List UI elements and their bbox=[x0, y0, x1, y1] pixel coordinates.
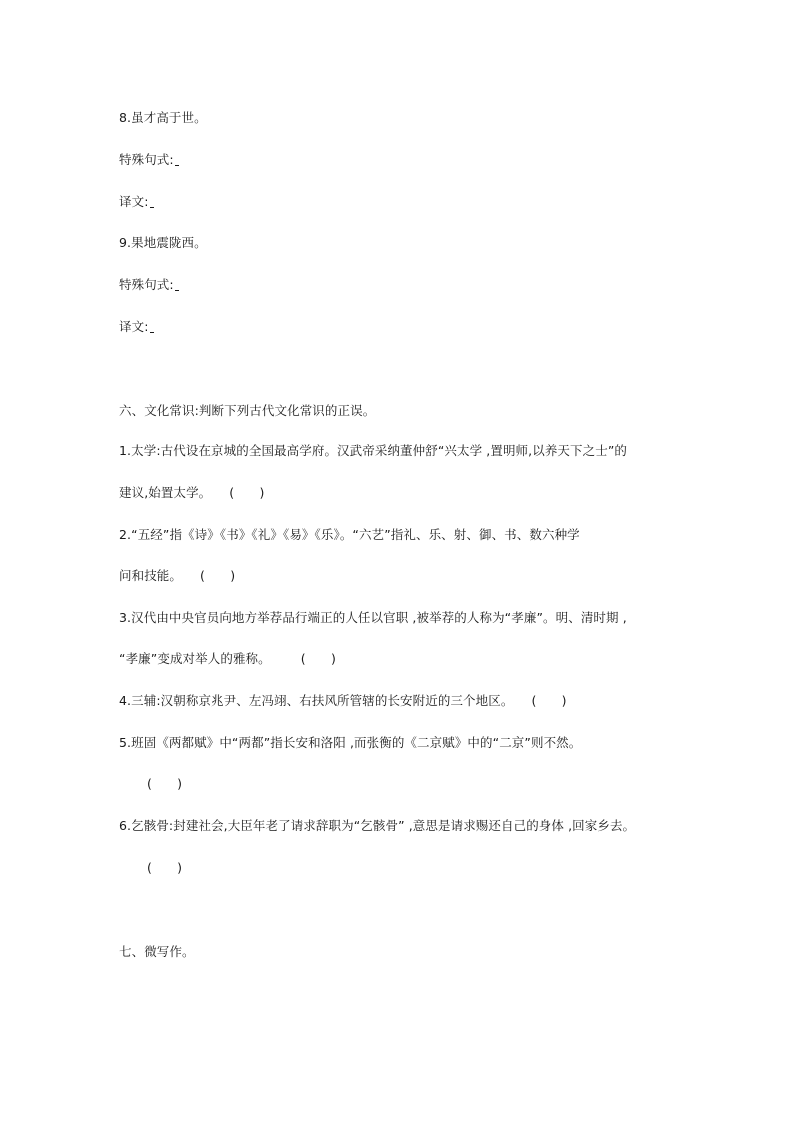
item5-line1: 5.班固《两都赋》中“两都”指长安和洛阳 ,而张衡的《二京赋》中的“二京”则不然。 bbox=[119, 735, 582, 750]
item4-row bbox=[119, 693, 567, 709]
item1-line1: 1.太学:古代设在京城的全国最高学府。汉武帝采纳董仲舒“兴太学 ,置明师,以养天下之士”的 bbox=[119, 443, 628, 458]
q9-sentence: 9.果地震陇西。 bbox=[119, 235, 207, 250]
item3-line2: “孝廉”变成对举人的雅称。 bbox=[119, 651, 271, 666]
q9-pattern-label: 特殊句式: bbox=[119, 277, 174, 292]
item6-answer-parens[interactable]: ( ) bbox=[147, 860, 183, 875]
q8-pattern-row bbox=[119, 152, 179, 168]
item3-line1: 3.汉代由中央官员向地方举荐品行端正的人任以官职 ,被举荐的人称为“孝廉”。明、清时期 , bbox=[119, 610, 627, 625]
item4-answer-parens[interactable]: ( ) bbox=[531, 693, 567, 708]
q9-pattern-row bbox=[119, 277, 179, 293]
item5-answer-parens[interactable]: ( ) bbox=[147, 776, 183, 791]
item2-line2-row bbox=[119, 568, 235, 584]
item3-answer-parens[interactable]: ( ) bbox=[300, 651, 336, 666]
item3-line2-row bbox=[119, 651, 336, 667]
q8-sentence: 8.虽才高于世。 bbox=[119, 110, 207, 125]
item2-line1: 2.“五经”指《诗》《书》《礼》《易》《乐》。“六艺”指礼、乐、射、御、书、数六种学 bbox=[119, 527, 580, 542]
q8-pattern-label: 特殊句式: bbox=[119, 152, 174, 167]
section7-heading: 七、微写作。 bbox=[119, 944, 195, 959]
q8-pattern-blank[interactable] bbox=[175, 153, 179, 166]
q9-translation-label: 译文: bbox=[119, 319, 149, 334]
q8-translation-row bbox=[119, 194, 154, 210]
q9-translation-row bbox=[119, 319, 154, 335]
item6-line1: 6.乞骸骨:封建社会,大臣年老了请求辞职为“乞骸骨” ,意思是请求赐还自己的身体 ,回家乡去。 bbox=[119, 818, 636, 833]
item1-line2-row bbox=[119, 485, 264, 501]
q8-translation-label: 译文: bbox=[119, 194, 149, 209]
item2-line2: 问和技能。 bbox=[119, 568, 183, 583]
q8-translation-blank[interactable] bbox=[150, 195, 154, 208]
item1-answer-parens[interactable]: ( ) bbox=[229, 485, 265, 500]
q9-translation-blank[interactable] bbox=[150, 320, 154, 333]
item2-answer-parens[interactable]: ( ) bbox=[200, 568, 236, 583]
section6-heading: 六、文化常识:判断下列古代文化常识的正误。 bbox=[119, 403, 376, 418]
q9-pattern-blank[interactable] bbox=[175, 278, 179, 291]
item4-line1: 4.三辅:汉朝称京兆尹、左冯翊、右扶风所管辖的长安附近的三个地区。 bbox=[119, 693, 514, 708]
item1-line2: 建议,始置太学。 bbox=[119, 485, 212, 500]
